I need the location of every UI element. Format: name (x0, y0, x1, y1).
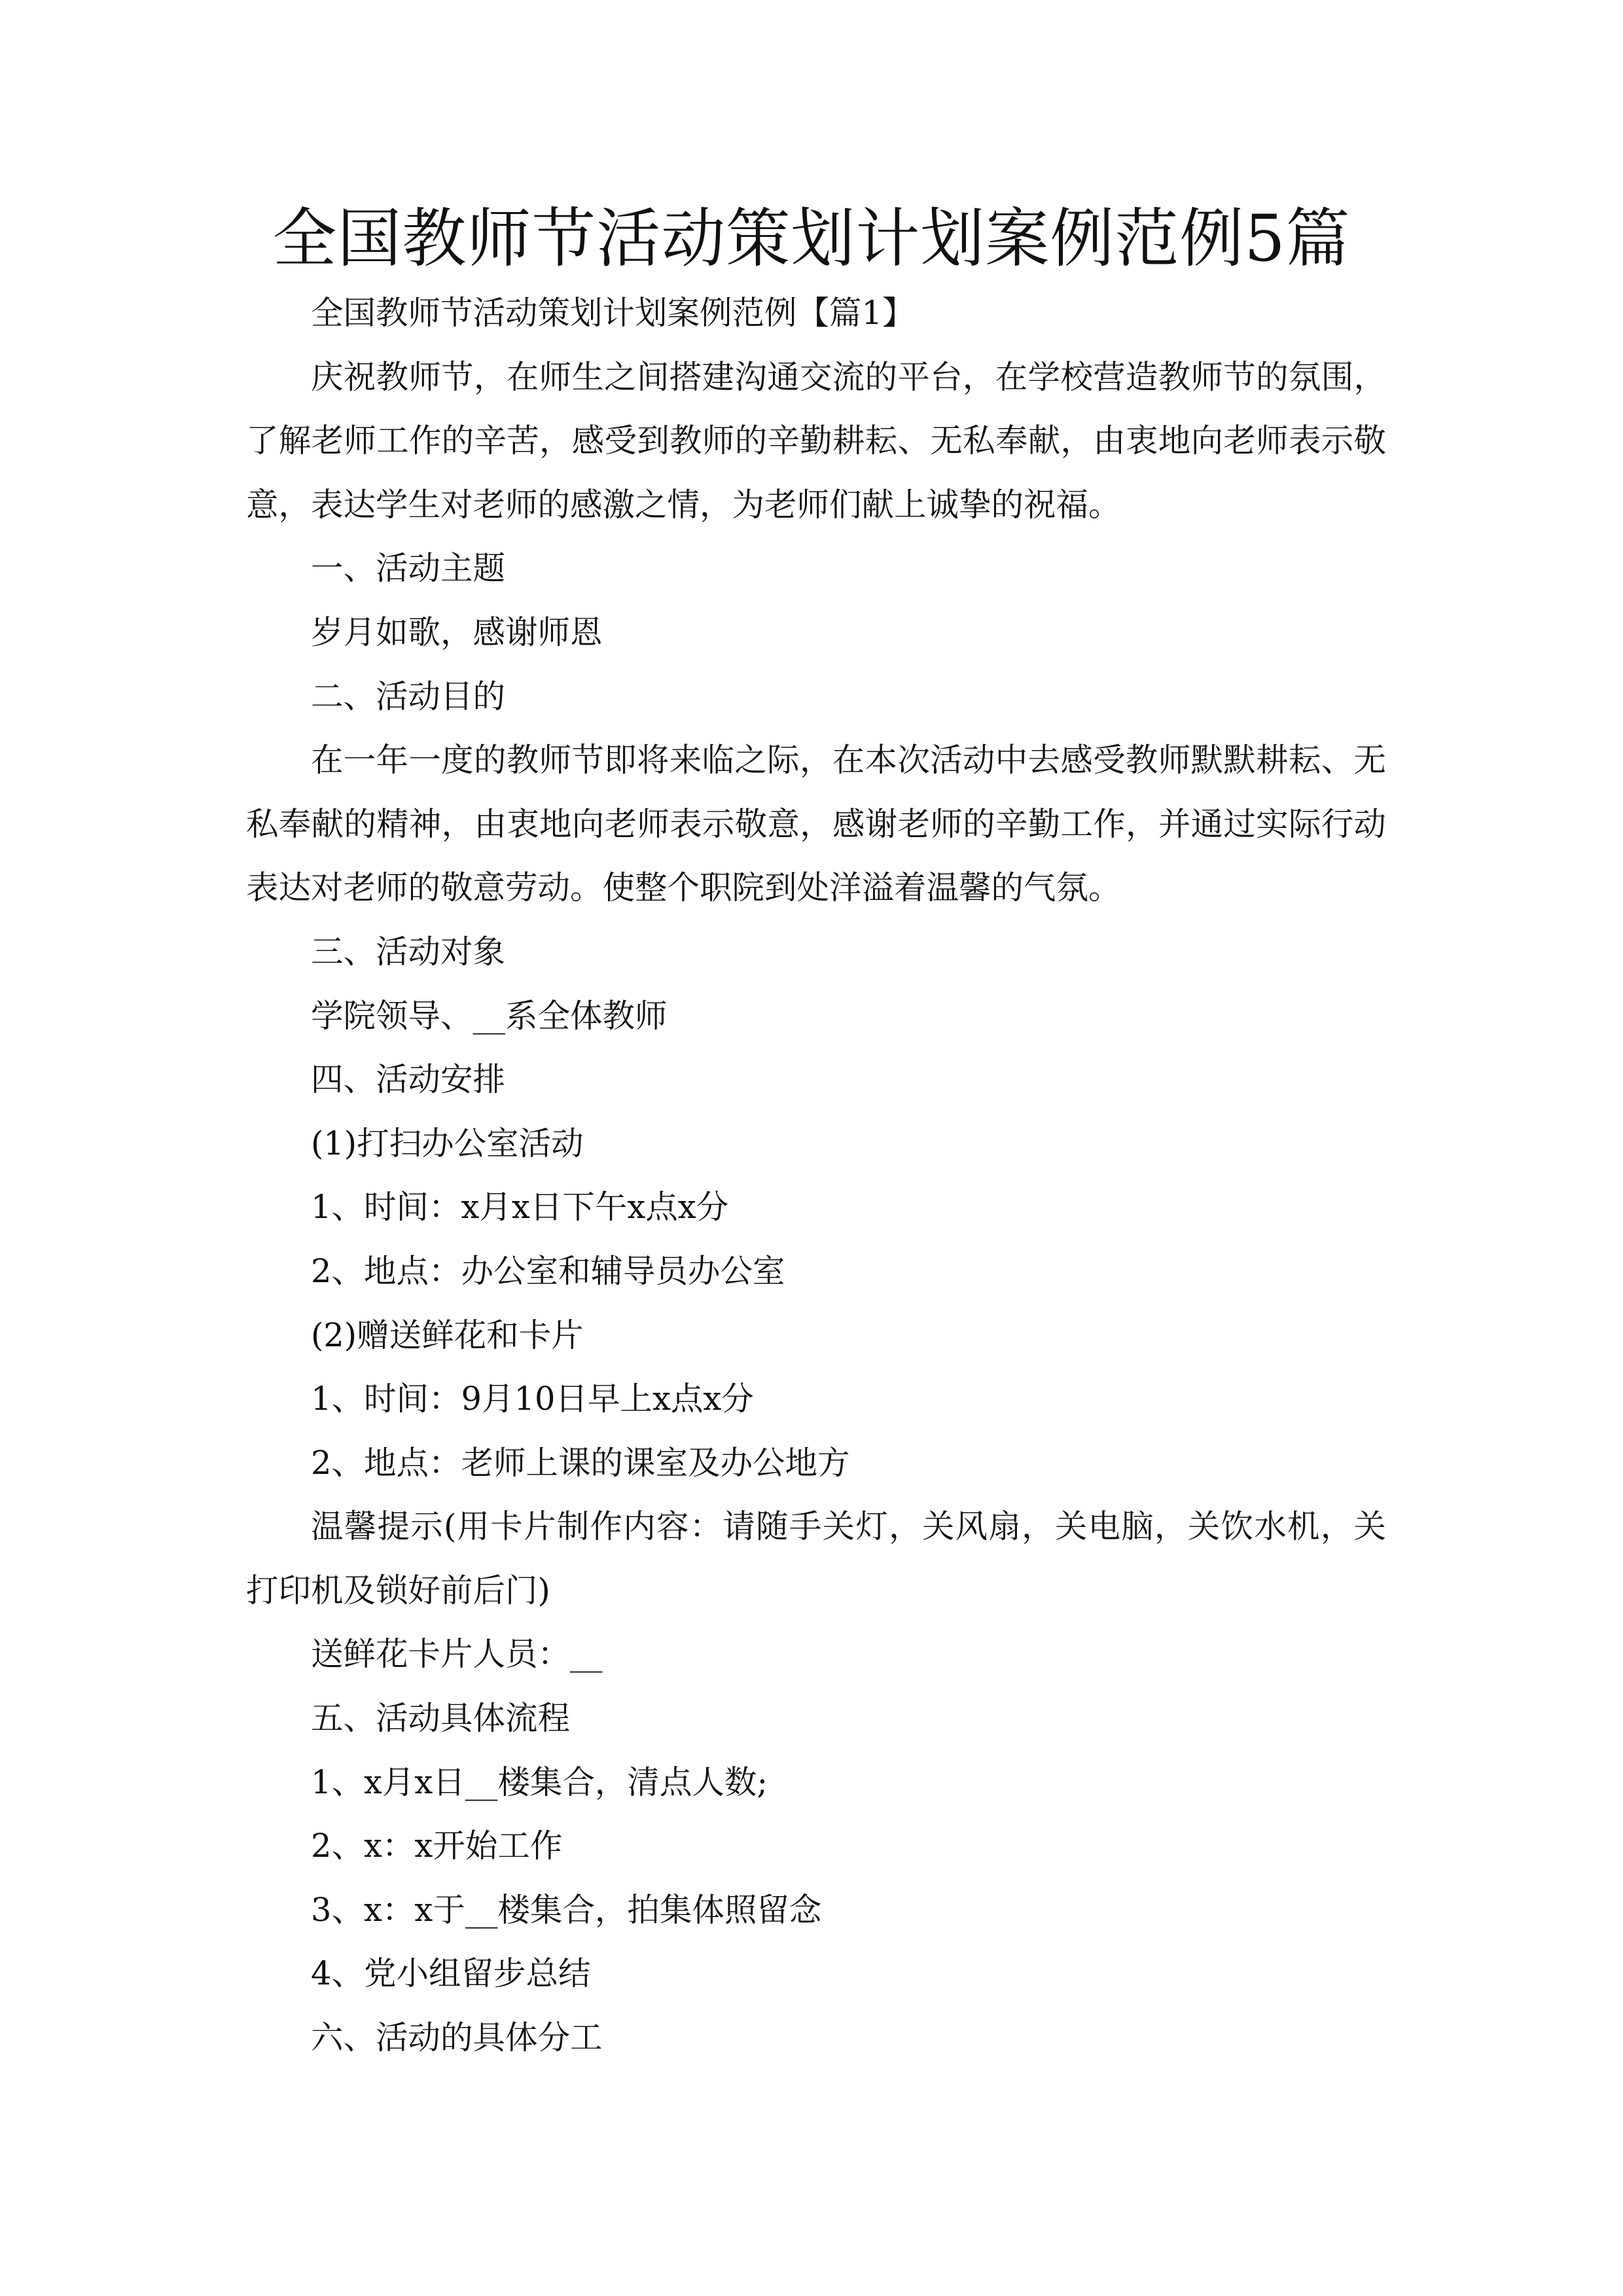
list-item: 3、x：x于__楼集合，拍集体照留念 (311, 1890, 822, 1929)
paragraph: 在一年一度的教师节即将来临之际，在本次活动中去感受教师默默耕耘、无私奉献的精神，由衷地向老师表示敬意，感谢老师的辛勤工作，并通过实际行动表达对老师的敬意劳动。使整个职院到处洋溢着温馨的气氛。 (246, 741, 1386, 907)
paragraph: 庆祝教师节，在师生之间搭建沟通交流的平台，在学校营造教师节的氛围，了解老师工作的辛苦，感受到教师的辛勤耕耘、无私奉献，由衷地向老师表示敬意，表达学生对老师的感激之情，为老师们献上诚挚的祝福。 (246, 357, 1386, 524)
document-body (246, 281, 1386, 2070)
section-heading: 四、活动安排 (311, 1060, 505, 1099)
paragraph: 送鲜花卡片人员：__ (311, 1635, 603, 1674)
paragraph: 学院领导、__系全体教师 (311, 996, 668, 1035)
section-heading: 三、活动对象 (311, 932, 505, 971)
section-heading: 五、活动具体流程 (311, 1699, 570, 1738)
section-heading: 二、活动目的 (311, 677, 505, 715)
list-item: 1、时间：9月10日早上x点x分 (311, 1380, 754, 1418)
list-item: 1、时间：x月x日下午x点x分 (311, 1188, 729, 1227)
paragraph: 岁月如歌，感谢师恩 (311, 613, 603, 651)
list-item: 2、地点：办公室和辅导员办公室 (311, 1251, 785, 1290)
list-item: 2、地点：老师上课的课室及办公地方 (311, 1443, 850, 1482)
section-heading: 六、活动的具体分工 (311, 2018, 603, 2057)
document-title: 全国教师节活动策划计划案例范例5篇 (272, 202, 1351, 276)
list-item: 2、x：x开始工作 (311, 1827, 563, 1865)
list-item: 4、党小组留步总结 (311, 1954, 591, 1993)
sub-heading: (2)赠送鲜花和卡片 (311, 1316, 584, 1354)
sub-heading: (1)打扫办公室活动 (311, 1124, 584, 1162)
list-item: 1、x月x日__楼集合，清点人数; (311, 1763, 768, 1801)
paragraph: 温馨提示(用卡片制作内容：请随手关灯，关风扇，关电脑，关饮水机，关打印机及锁好前后门) (246, 1507, 1386, 1609)
section-heading: 全国教师节活动策划计划案例范例【篇1】 (311, 294, 915, 332)
section-heading: 一、活动主题 (311, 549, 505, 588)
